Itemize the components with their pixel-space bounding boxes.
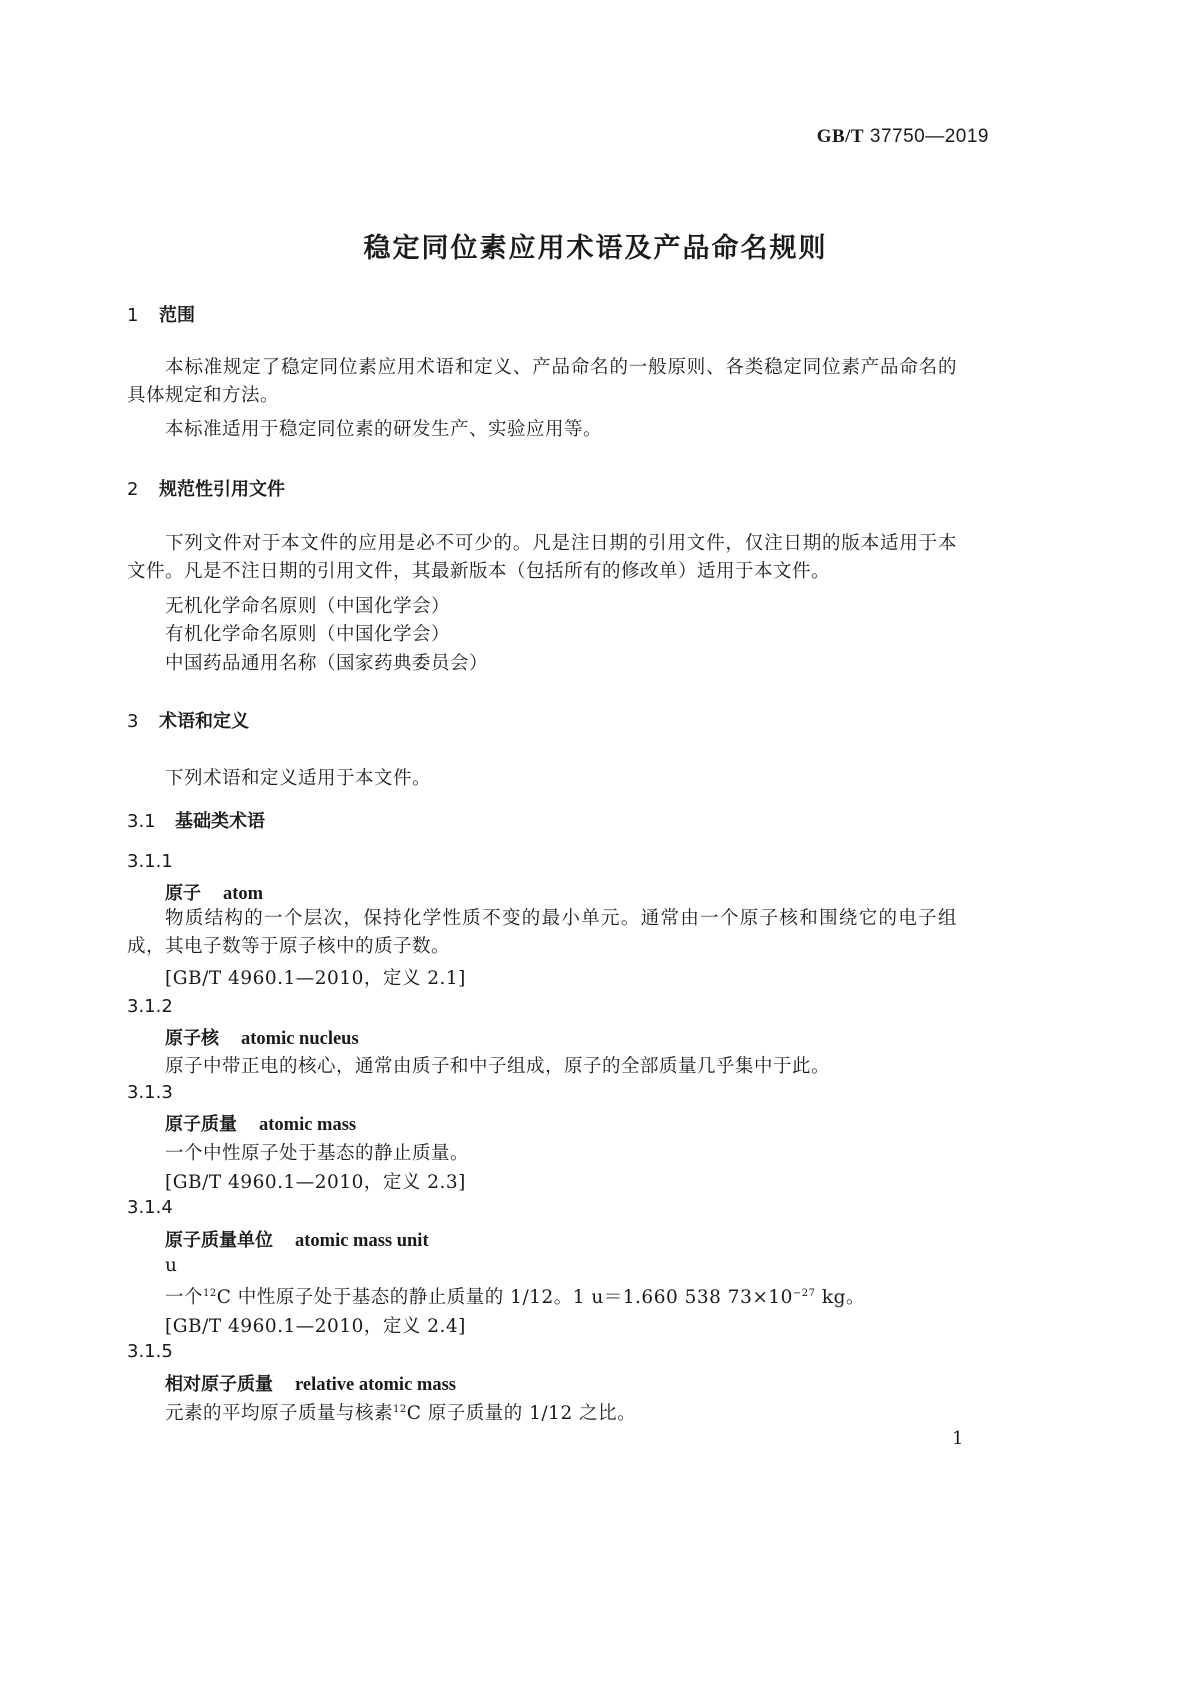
term-definition: 元素的平均原子质量与核素$^{12}$C 原子质量的 1/12 之比。: [165, 1403, 637, 1424]
section-1-paragraph-2: 本标准适用于稳定同位素的研发生产、实验应用等。: [165, 419, 603, 440]
term-definition: 一个$^{12}$C 中性原子处于基态的静止质量的 1/12。1 u＝1.660 538 $73\times 10^{-27}$ kg。: [165, 1287, 865, 1308]
term-definition: 原子中带正电的核心，通常由质子和中子组成，原子的全部质量几乎集中于此。: [165, 1056, 831, 1077]
term-symbol: u: [165, 1255, 178, 1276]
section-2-paragraph: 下列文件对于本文件的应用是必不可少的。凡是注日期的引用文件，仅注日期的版本适用于本文件。凡是不注日期的引用文件，其最新版本（包括所有的修改单）适用于本文件。: [127, 533, 957, 582]
page-number: 1: [952, 1428, 964, 1449]
section-3-intro: 下列术语和定义适用于本文件。: [165, 768, 432, 789]
term-number: 3.1.2: [127, 996, 173, 1017]
section-2-heading: 2 规范性引用文件: [127, 479, 285, 500]
term-heading: 原子质量 atomic mass: [165, 1114, 357, 1135]
term-source: [GB/T 4960.1—2010，定义 2.1]: [165, 968, 466, 989]
term-source: [GB/T 4960.1—2010，定义 2.4]: [165, 1316, 466, 1337]
term-source: [GB/T 4960.1—2010，定义 2.3]: [165, 1172, 466, 1193]
term-heading: 原子质量单位 atomic mass unit: [165, 1230, 429, 1251]
reference-item: 有机化学命名原则（中国化学会）: [165, 624, 451, 645]
reference-item: 无机化学命名原则（中国化学会）: [165, 596, 451, 617]
term-number: 3.1.5: [127, 1341, 173, 1362]
term-heading: 相对原子质量 relative atomic mass: [165, 1374, 456, 1395]
standard-number: GB/T 37750—2019: [816, 126, 989, 147]
section-1-paragraph-1: 本标准规定了稳定同位素应用术语和定义、产品命名的一般原则、各类稳定同位素产品命名的具体规定和方法。: [127, 357, 957, 406]
term-heading: 原子核 atomic nucleus: [165, 1028, 359, 1049]
term-definition: 物质结构的一个层次，保持化学性质不变的最小单元。通常由一个原子核和围绕它的电子组成，其电子数等于原子核中的质子数。: [127, 908, 957, 957]
term-number: 3.1.4: [127, 1197, 173, 1218]
term-definition: 一个中性原子处于基态的静止质量。: [165, 1143, 470, 1164]
subsection-3-1-heading: 3.1 基础类术语: [127, 811, 265, 832]
document-title: 稳定同位素应用术语及产品命名规则: [363, 233, 828, 264]
term-number: 3.1.1: [127, 851, 173, 872]
reference-item: 中国药品通用名称（国家药典委员会）: [165, 653, 489, 674]
term-number: 3.1.3: [127, 1082, 173, 1103]
term-heading: 原子 atom: [165, 883, 264, 904]
section-3-heading: 3 术语和定义: [127, 711, 249, 732]
section-1-heading: 1 范围: [127, 305, 195, 326]
